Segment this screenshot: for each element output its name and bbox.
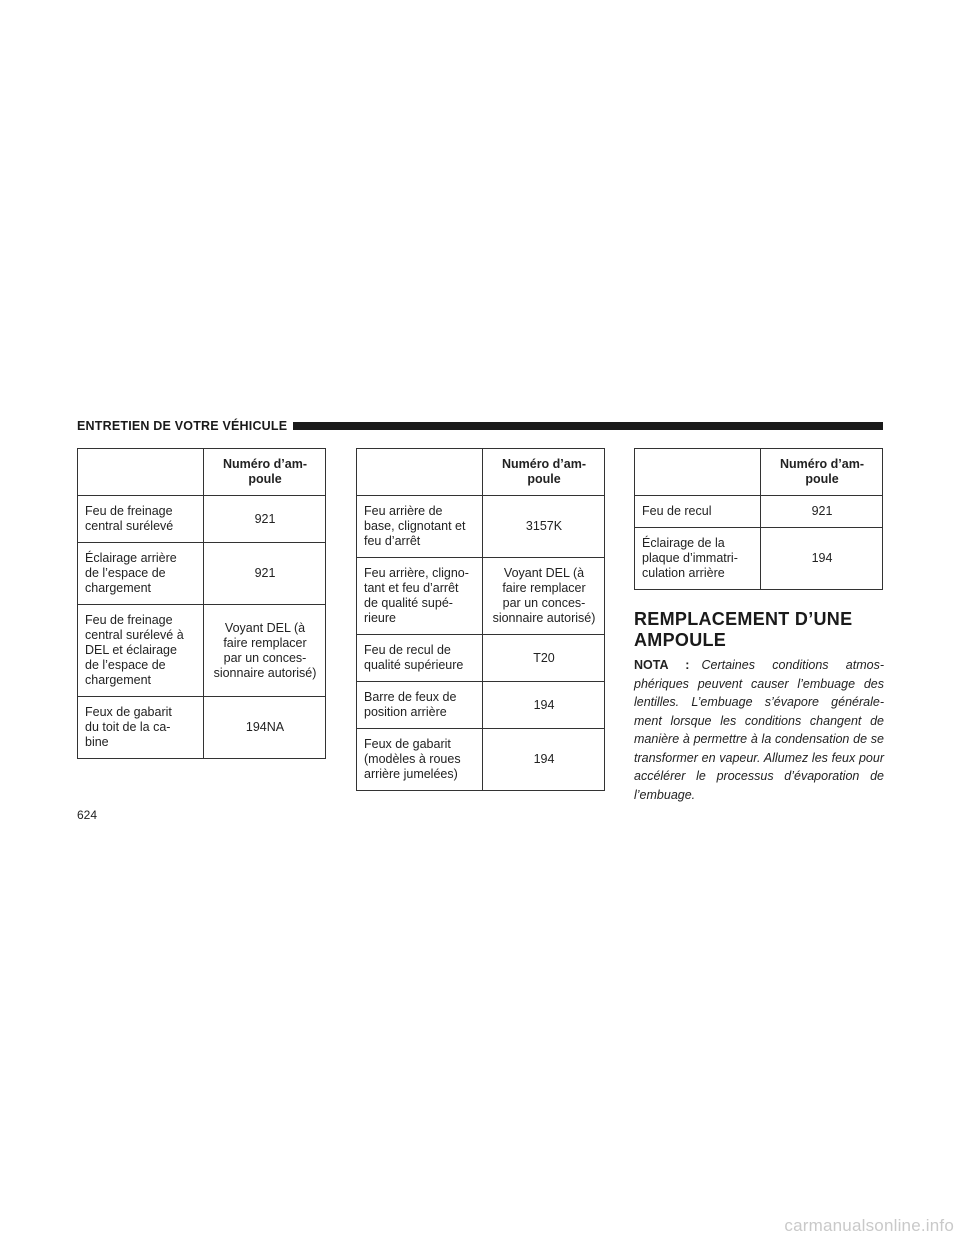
bulb-number-cell: 921 <box>204 496 326 543</box>
bulb-number-cell: 3157K <box>483 496 605 558</box>
table-row <box>78 605 326 697</box>
table-row <box>78 496 326 543</box>
empty-header-cell <box>78 449 204 496</box>
bulb-number-cell: T20 <box>483 635 605 682</box>
bulb-location-cell: Éclairage arrière de l’espace de chargement <box>78 543 204 605</box>
table-row <box>357 496 605 558</box>
column-header-bulb-number: Numéro d’am- poule <box>483 449 605 496</box>
bulb-location-cell: Feu arrière de base, clignotant et feu d’arrêt <box>357 496 483 558</box>
table-row <box>635 496 883 528</box>
bulb-table-1 <box>77 448 326 759</box>
bulb-location-cell: Feu arrière, cligno- tant et feu d’arrêt de qualité supé- rieure <box>357 558 483 635</box>
table-row <box>357 729 605 791</box>
bulb-number-cell: Voyant DEL (à faire remplacer par un conces- sionnaire autorisé) <box>483 558 605 635</box>
table-row <box>635 528 883 590</box>
table-header-row <box>357 449 605 496</box>
empty-header-cell <box>357 449 483 496</box>
bulb-table-2 <box>356 448 605 791</box>
empty-header-cell <box>635 449 761 496</box>
table-row <box>78 697 326 759</box>
column-header-bulb-number: Numéro d’am- poule <box>761 449 883 496</box>
header-rule <box>293 422 883 430</box>
bulb-number-cell: 194 <box>483 729 605 791</box>
header-title: ENTRETIEN DE VOTRE VÉHICULE <box>77 419 288 433</box>
bulb-location-cell: Feux de gabarit (modèles à roues arrière jumelées) <box>357 729 483 791</box>
table-row <box>357 682 605 729</box>
bulb-number-cell: Voyant DEL (à faire remplacer par un conces- sionnaire autorisé) <box>204 605 326 697</box>
bulb-location-cell: Feu de freinage central surélevé <box>78 496 204 543</box>
running-header <box>77 416 883 436</box>
bulb-location-cell: Barre de feux de position arrière <box>357 682 483 729</box>
bulb-number-cell: 194 <box>761 528 883 590</box>
bulb-number-cell: 194NA <box>204 697 326 759</box>
page-number: 624 <box>77 808 98 822</box>
table-row <box>357 635 605 682</box>
column-header-bulb-number: Numéro d’am- poule <box>204 449 326 496</box>
table-header-row <box>78 449 326 496</box>
bulb-location-cell: Feu de freinage central surélevé à DEL et éclairage de l’espace de chargement <box>78 605 204 697</box>
bulb-table-3 <box>634 448 883 590</box>
table-row <box>357 558 605 635</box>
table-header-row <box>635 449 883 496</box>
watermark: carmanualsonline.info <box>784 1216 954 1235</box>
bulb-location-cell: Éclairage de la plaque d’immatri- culation arrière <box>635 528 761 590</box>
bulb-number-cell: 194 <box>483 682 605 729</box>
note-text: Certaines conditions atmos-phériques peuvent causer l’embuage des lentilles. L’embuage s’évapore générale-ment lorsque les conditions changent de manière à permettre à la condensation de se transformer en vapeur. Allumez les feux pour accélérer le processus d’évaporation de l’embuage. <box>634 658 884 802</box>
bulb-number-cell: 921 <box>204 543 326 605</box>
table-row <box>78 543 326 605</box>
bulb-location-cell: Feu de recul <box>635 496 761 528</box>
bulb-number-cell: 921 <box>761 496 883 528</box>
note-paragraph <box>634 656 884 804</box>
note-label: NOTA : <box>634 658 690 672</box>
bulb-location-cell: Feu de recul de qualité supérieure <box>357 635 483 682</box>
section-title: REMPLACEMENT D’UNE AMPOULE <box>634 609 853 650</box>
bulb-location-cell: Feux de gabarit du toit de la ca- bine <box>78 697 204 759</box>
